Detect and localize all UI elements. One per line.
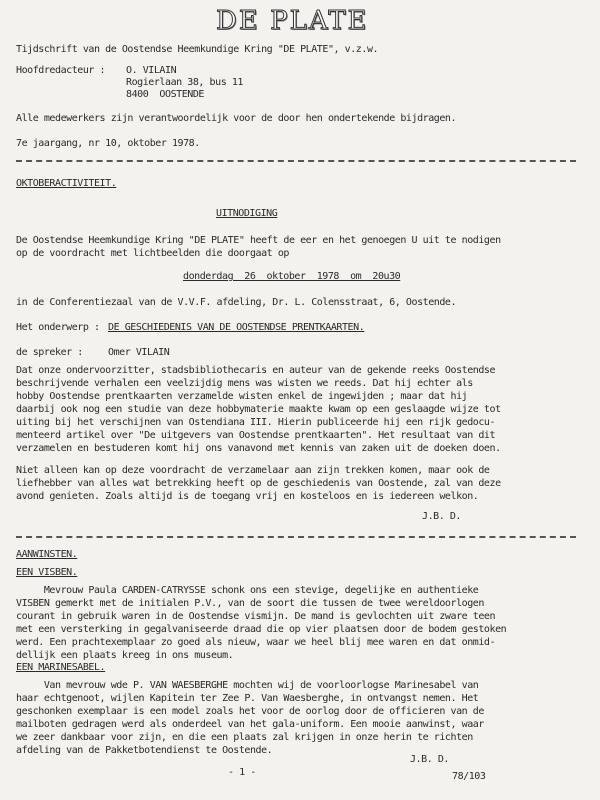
body-line: verzamelen en bestuderen komt hij ons vanavond met kennis van zaken uit de doeken doen. [16,443,501,454]
speaker-label: de spreker : [16,347,83,358]
body-line: VISBEN gemerkt met de initialen P.V., van de soort die tussen de twee wereldoorlogen [16,598,484,609]
disclaimer: Alle medewerkers zijn verantwoordelijk voor de door hen ondertekende bijdragen. [16,113,457,124]
intro-line: op de voordracht met lichtbeelden die doorgaat op [16,248,289,259]
body-line: geschonken exemplaar is een model zoals het voor de oorlog door de officieren van de [16,706,484,717]
journal-line: Tijdschrift van de Oostendse Heemkundige Kring "DE PLATE", v.z.w. [16,44,379,55]
item-heading: EEN MARINESABEL. [16,662,106,673]
body-line: Niet alleen kan op deze voordracht de verzamelaar aan zijn trekken komen, maar ook de [16,465,490,476]
body-line: afdeling van de Pakketbotendienst te Oostende. [16,745,273,756]
topic-title: DE GESCHIEDENIS VAN DE OOSTENDSE PRENTKAARTEN. [108,322,365,333]
body-line: mailboten gedragen werd als onderdeel van het gala-uniform. Een mooie aanwinst, waar [16,719,484,730]
body-line: avond genieten. Zoals altijd is de toegang vrij en kosteloos en is iedereen welkon. [16,491,479,502]
body-line: daarbij ook nog een studie van deze hobbymaterie maakte kwam op een geslaagde wijze tot [16,404,501,415]
page-number: - 1 - [228,767,256,778]
body-line: hobby Oostendse prentkaarten verzamelde wisten enkel de ingewijden ; maar dat hij [16,391,468,402]
body-line: liefhebber van alles wat betrekking heeft op de geschiedenis van Oostende, zal van deze [16,478,501,489]
editor-name: O. VILAIN [126,65,177,76]
section-heading: OKTOBERACTIVITEIT. [16,178,117,189]
body-line: Dat onze ondervoorzitter, stadsbibliothecaris en auteur van de gekende reeks Oostendse [16,365,496,376]
section-heading: AANWINSTEN. [16,549,78,560]
body-line: beschrijvende verhalen een veelzijdig mens was wisten we reeds. Dat hij echter als [16,378,473,389]
masthead-title: DE PLATE [216,6,369,36]
body-line: menteerd artikel over "De uitgevers van Oostendse prentkaarten". Het resultaat van dit [16,430,496,441]
issue-line: 7e jaargang, nr 10, oktober 1978. [16,138,200,149]
editor-address-city: 8400 OOSTENDE [126,89,204,100]
editor-address-street: Rogierlaan 38, bus 11 [126,77,243,88]
event-date: donderdag 26 oktober 1978 om 20u30 [183,271,401,282]
intro-line: De Oostendse Heemkundige Kring "DE PLATE" heeft de eer en het genoegen U uit te nodigen [16,235,501,246]
body-line: Mevrouw Paula CARDEN-CATRYSSE schonk ons een stevige, degelijke en authentieke [16,585,479,596]
body-line: we zeer dankbaar voor zijn, en die een plaats zal krijgen in onze herin te richten [16,732,473,743]
body-line: courant in gebruik waren in de Oostendse vismijn. De mand is gevlochten uit zware teen [16,611,496,622]
invitation-heading: UITNODIGING [216,208,278,219]
event-venue: in de Conferentiezaal van de V.V.F. afdeling, Dr. L. Colensstraat, 6, Oostende. [16,297,457,308]
signature: J.B. D. [410,754,449,765]
body-line: uiting bij het verschijnen van Ostendiana III. Hierin publiceerde hij een rijk gedocu- [16,417,496,428]
body-line: met een versterking in gegalvaniseerde draad die op vier plaatsen door de bodem gestoken [16,624,507,635]
editor-label: Hoofdredacteur : [16,65,106,76]
divider [16,536,576,538]
body-line: werd. Een prachtexemplaar zo goed als nieuw, waar we heel blij mee waren en dat onmid- [16,637,496,648]
body-line: haar echtgenoot, wijlen Kapitein ter Zee P. Van Waesberghe, in ontvangst nemen. Het [16,693,479,704]
page-reference: 78/103 [452,771,486,782]
item-heading: EEN VISBEN. [16,567,78,578]
topic-label: Het onderwerp : [16,322,106,333]
divider [16,160,576,162]
speaker-name: Omer VILAIN [108,347,170,358]
body-line: Van mevrouw wde P. VAN WAESBERGHE mochten wij de voorloorlogse Marinesabel van [16,680,479,691]
signature: J.B. D. [422,511,461,522]
body-line: dellijk een plaats kreeg in ons museum. [16,650,234,661]
